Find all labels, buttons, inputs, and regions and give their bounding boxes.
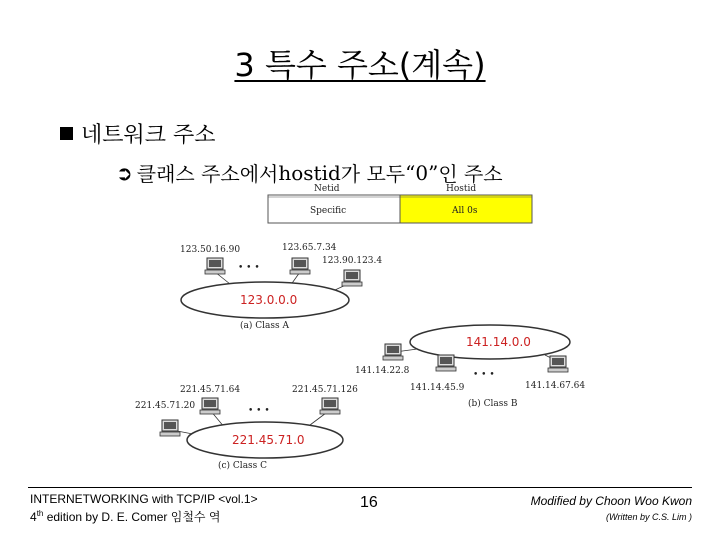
computer-icon	[436, 355, 456, 371]
edition-rest: edition by D. E. Comer 임철수 역	[43, 510, 221, 524]
class-a-host-3: 123.90.123.4	[322, 256, 383, 266]
class-b-caption: (b) Class B	[468, 399, 518, 409]
computer-icon	[548, 356, 568, 372]
page-number: 16	[360, 494, 378, 511]
bullet-2-quote: “0”	[405, 160, 439, 185]
svg-text:• • •: • • •	[473, 370, 495, 380]
specific-label: Specific	[310, 206, 347, 216]
computer-icon	[342, 270, 362, 286]
computer-icon	[160, 420, 180, 436]
class-c-network	[135, 385, 358, 471]
class-a-network-address: 123.0.0.0	[240, 293, 298, 307]
hostid-label: Hostid	[446, 184, 477, 194]
square-bullet-icon	[60, 127, 73, 140]
address-format-bar	[268, 184, 532, 223]
edition-suffix: th	[36, 509, 44, 518]
all0s-label: All 0s	[452, 206, 478, 216]
class-b-network-address: 141.14.0.0	[466, 335, 531, 349]
class-b-network	[355, 325, 585, 409]
class-a-host-1: 123.50.16.90	[180, 245, 241, 255]
class-c-caption: (c) Class C	[218, 461, 268, 471]
bullet-1-text: 네트워크 주소	[81, 123, 216, 148]
class-a-caption: (a) Class A	[240, 321, 289, 331]
slide-title: 3 특수 주소(계속)	[234, 46, 486, 84]
computer-icon	[383, 344, 403, 360]
bullet-2-hostid: hostid	[278, 160, 341, 185]
class-a-network	[180, 243, 382, 331]
circled-arrow-icon: ➲	[116, 160, 133, 185]
computer-icon	[205, 258, 225, 274]
bullet-2-mid: 가 모두	[340, 162, 406, 186]
footer-book-title: INTERNETWORKING with TCP/IP <vol.1>	[30, 492, 258, 506]
footer-written-by: (Written by C.S. Lim )	[605, 512, 692, 522]
class-b-host-1: 141.14.22.8	[355, 366, 410, 376]
footer-modified-by: Modified by Choon Woo Kwon	[530, 494, 692, 508]
bullet-network-address	[60, 118, 216, 149]
edition-number: 4	[30, 510, 37, 524]
computer-icon	[200, 398, 220, 414]
bullet-2-prefix: 클래스 주소에서	[136, 162, 279, 186]
class-c-host-1: 221.45.71.64	[180, 385, 241, 395]
class-c-network-address: 221.45.71.0	[232, 433, 305, 447]
network-address-diagram	[0, 180, 720, 485]
bullet-2-suffix: 인 주소	[438, 162, 503, 186]
class-c-host-2: 221.45.71.126	[292, 385, 358, 395]
class-b-host-2: 141.14.45.9	[410, 383, 465, 393]
svg-text:• • •: • • •	[248, 406, 270, 416]
svg-text:• • •: • • •	[238, 263, 260, 273]
netid-label: Netid	[314, 184, 340, 194]
class-a-host-2: 123.65.7.34	[282, 243, 337, 253]
footer-book-edition	[30, 508, 220, 525]
footer-divider	[28, 487, 692, 488]
class-b-host-3: 141.14.67.64	[525, 381, 586, 391]
class-c-host-3: 221.45.71.20	[135, 401, 196, 411]
computer-icon	[290, 258, 310, 274]
computer-icon	[320, 398, 340, 414]
